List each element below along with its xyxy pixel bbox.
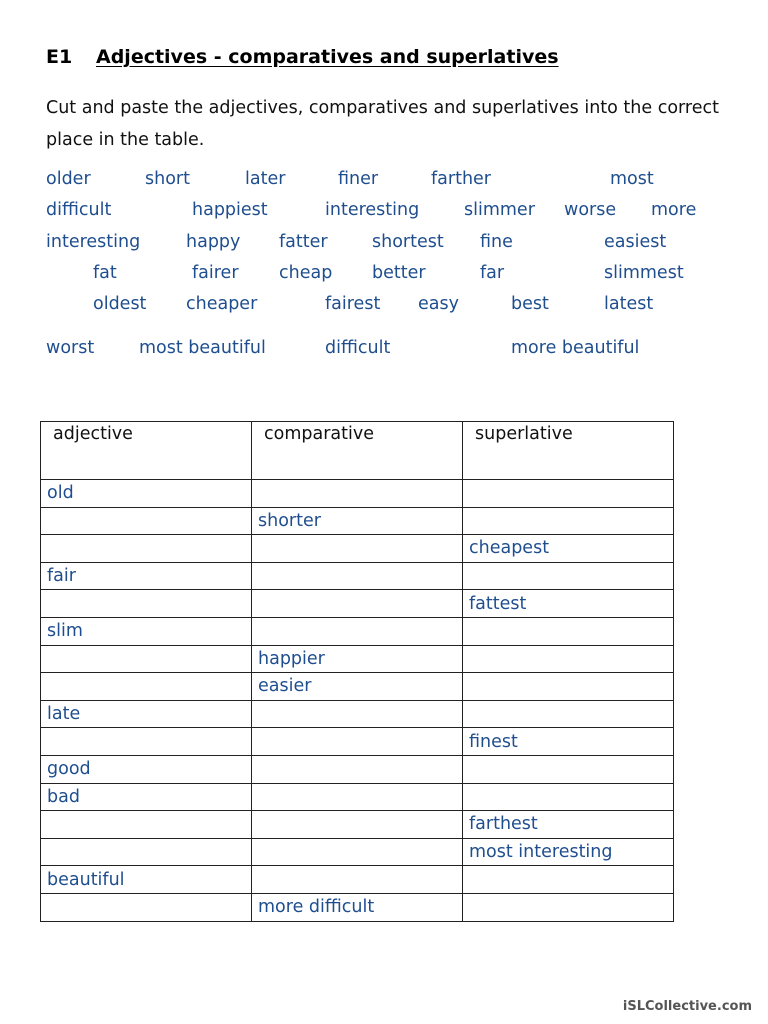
word-bank-item[interactable]: fatter — [279, 232, 328, 252]
word-bank-item[interactable]: worse — [564, 200, 617, 220]
superlative-cell[interactable]: most interesting — [463, 838, 674, 866]
table-row — [41, 783, 674, 811]
table-row — [41, 617, 674, 645]
superlative-cell[interactable]: farthest — [463, 811, 674, 839]
word-bank-item[interactable]: easiest — [604, 232, 667, 252]
word-bank-item[interactable]: short — [145, 169, 190, 189]
word-bank-item[interactable]: slimmest — [604, 263, 684, 283]
comparative-cell[interactable] — [252, 755, 463, 783]
page-title: Adjectives - comparatives and superlatives — [96, 46, 559, 68]
word-bank-item[interactable]: older — [46, 169, 91, 189]
table-row — [41, 728, 674, 756]
column-header-adjective: adjective — [41, 422, 252, 480]
word-bank-item[interactable]: difficult — [325, 338, 391, 358]
adjective-cell[interactable] — [41, 507, 252, 535]
table-row — [41, 645, 674, 673]
superlative-cell[interactable] — [463, 562, 674, 590]
table-header-row — [41, 422, 674, 480]
comparative-cell[interactable] — [252, 811, 463, 839]
word-bank-item[interactable]: cheaper — [186, 294, 258, 314]
word-bank-item[interactable]: fairer — [192, 263, 239, 283]
adjective-cell[interactable] — [41, 590, 252, 618]
adjective-cell[interactable]: fair — [41, 562, 252, 590]
adjective-cell[interactable] — [41, 893, 252, 921]
word-bank-item[interactable]: shortest — [372, 232, 444, 252]
comparative-cell[interactable] — [252, 783, 463, 811]
adjective-cell[interactable] — [41, 645, 252, 673]
word-bank-item[interactable]: slimmer — [464, 200, 535, 220]
word-bank-item[interactable]: fat — [93, 263, 117, 283]
table-body — [41, 480, 674, 922]
table-row — [41, 562, 674, 590]
comparative-cell[interactable]: easier — [252, 673, 463, 701]
worksheet-heading — [46, 46, 559, 68]
table-row — [41, 480, 674, 508]
comparative-cell[interactable] — [252, 728, 463, 756]
superlative-cell[interactable] — [463, 783, 674, 811]
superlative-cell[interactable] — [463, 673, 674, 701]
table-row — [41, 838, 674, 866]
adjective-cell[interactable]: bad — [41, 783, 252, 811]
superlative-cell[interactable] — [463, 700, 674, 728]
word-bank-item[interactable]: more beautiful — [511, 338, 640, 358]
comparative-cell[interactable]: more difficult — [252, 893, 463, 921]
word-bank-item[interactable]: oldest — [93, 294, 147, 314]
adjective-cell[interactable]: beautiful — [41, 866, 252, 894]
word-bank-item[interactable]: easy — [418, 294, 459, 314]
word-bank-item[interactable]: happiest — [192, 200, 268, 220]
sorting-table — [40, 421, 674, 922]
word-bank-item[interactable]: happy — [186, 232, 241, 252]
column-header-comparative: comparative — [252, 422, 463, 480]
adjective-cell[interactable]: slim — [41, 617, 252, 645]
table-row — [41, 590, 674, 618]
superlative-cell[interactable]: cheapest — [463, 535, 674, 563]
word-bank-item[interactable]: fine — [480, 232, 513, 252]
superlative-cell[interactable] — [463, 893, 674, 921]
adjective-cell[interactable] — [41, 673, 252, 701]
comparative-cell[interactable] — [252, 535, 463, 563]
site-watermark: iSLCollective.com — [622, 999, 752, 1014]
superlative-cell[interactable] — [463, 480, 674, 508]
adjective-cell[interactable] — [41, 811, 252, 839]
comparative-cell[interactable]: shorter — [252, 507, 463, 535]
instructions: Cut and paste the adjectives, comparatives and superlatives into the correct place in the table. — [46, 98, 719, 150]
superlative-cell[interactable] — [463, 645, 674, 673]
superlative-cell[interactable] — [463, 617, 674, 645]
word-bank-item[interactable]: more — [651, 200, 697, 220]
superlative-cell[interactable] — [463, 755, 674, 783]
adjective-cell[interactable] — [41, 535, 252, 563]
word-bank-item[interactable]: difficult — [46, 200, 112, 220]
word-bank-item[interactable]: later — [245, 169, 286, 189]
comparative-cell[interactable]: happier — [252, 645, 463, 673]
adjective-cell[interactable]: old — [41, 480, 252, 508]
exercise-number: E1 — [46, 46, 73, 68]
table-row — [41, 673, 674, 701]
word-bank-item[interactable]: best — [511, 294, 549, 314]
comparative-cell[interactable] — [252, 866, 463, 894]
superlative-cell[interactable]: finest — [463, 728, 674, 756]
comparative-cell[interactable] — [252, 562, 463, 590]
comparative-cell[interactable] — [252, 590, 463, 618]
word-bank-item[interactable]: most — [610, 169, 654, 189]
table-row — [41, 507, 674, 535]
comparative-cell[interactable] — [252, 700, 463, 728]
word-bank-item[interactable]: far — [480, 263, 505, 283]
word-bank-item[interactable]: fairest — [325, 294, 381, 314]
word-bank-item[interactable]: better — [372, 263, 426, 283]
word-bank-item[interactable]: interesting — [325, 200, 420, 220]
word-bank-item[interactable]: farther — [431, 169, 491, 189]
word-bank-item[interactable]: finer — [338, 169, 379, 189]
table-row — [41, 535, 674, 563]
superlative-cell[interactable]: fattest — [463, 590, 674, 618]
table-row — [41, 700, 674, 728]
adjective-cell[interactable] — [41, 728, 252, 756]
column-header-superlative: superlative — [463, 422, 674, 480]
comparative-cell[interactable] — [252, 617, 463, 645]
word-bank-item[interactable]: interesting — [46, 232, 141, 252]
table-row — [41, 811, 674, 839]
adjective-cell[interactable] — [41, 838, 252, 866]
superlative-cell[interactable] — [463, 507, 674, 535]
table-row — [41, 893, 674, 921]
word-bank-item[interactable]: latest — [604, 294, 654, 314]
comparative-cell[interactable] — [252, 480, 463, 508]
adjective-cell[interactable]: late — [41, 700, 252, 728]
table-row — [41, 755, 674, 783]
table-row — [41, 866, 674, 894]
word-bank-item[interactable]: most beautiful — [139, 338, 266, 358]
word-bank-item[interactable]: cheap — [279, 263, 333, 283]
word-bank-item[interactable]: worst — [46, 338, 95, 358]
superlative-cell[interactable] — [463, 866, 674, 894]
adjective-cell[interactable]: good — [41, 755, 252, 783]
comparative-cell[interactable] — [252, 838, 463, 866]
